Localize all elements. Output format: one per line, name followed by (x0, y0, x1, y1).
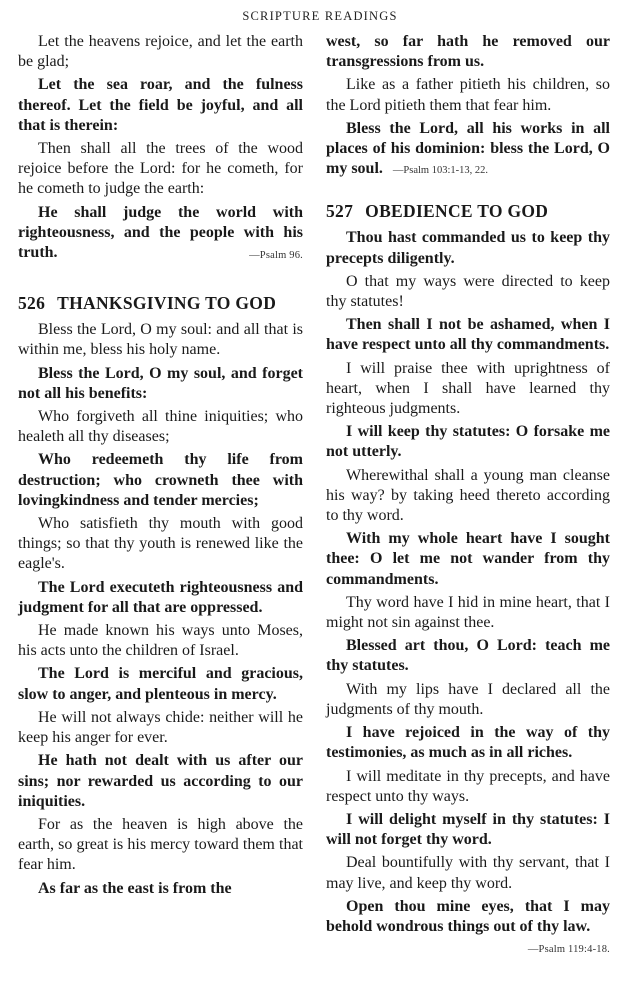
section-title: THANKSGIVING TO GOD (57, 293, 277, 314)
verse-text: Open thou mine eyes, that I may behold wondrous things out of thy law. (326, 897, 610, 935)
verse: The Lord executeth righteousness and judgment for all that are oppressed. (18, 578, 303, 616)
verse-text: He shall judge the world with righteousness, and the people with his truth. (18, 203, 303, 262)
verse: Bless the Lord, O my soul: and all that is within me, bless his holy name. (18, 321, 303, 359)
verse: He made known his ways unto Moses, his acts unto the children of Israel. (18, 622, 303, 660)
verse-with-citation (18, 203, 303, 264)
verse: Who satisfieth thy mouth with good things; so that thy youth is renewed like the eagle's. (18, 515, 303, 573)
verse: Like as a father pitieth his children, so the Lord pitieth them that fear him. (326, 76, 610, 114)
right-column (326, 32, 610, 960)
verse: O that my ways were directed to keep thy statutes! (326, 272, 610, 311)
verse: He hath not dealt with us after our sins; nor rewarded us according to our iniquities. (18, 752, 303, 810)
verse-text: Bless the Lord, all his works in all places of his dominion: bless the Lord, O my soul. (326, 119, 610, 178)
verse: As far as the east is from the (38, 879, 232, 897)
verse: Then shall all the trees of the wood rejoice before the Lord: for he cometh, for he cometh to judge the earth: (18, 140, 303, 198)
verse: With my lips have I declared all the judgments of thy mouth. (326, 680, 610, 718)
verse: I will meditate in thy precepts, and have respect unto thy ways. (326, 767, 610, 805)
citation-psalm-103: —Psalm 103:1-13, 22. (392, 165, 488, 177)
section-number: 527 (326, 201, 354, 222)
verse: Deal bountifully with thy servant, that I may live, and keep thy word. (326, 854, 610, 892)
verse: Let the sea roar, and the fulness thereof. Let the field be joyful, and all that is therein: (18, 76, 303, 134)
verse-continued: west, so far hath he removed our transgressions from us. (326, 33, 610, 71)
verse: I will praise thee with uprightness of heart, when I shall have learned thy righteous judgments. (326, 359, 610, 418)
verse: The Lord is merciful and gracious, slow to anger, and plenteous in mercy. (18, 665, 303, 703)
left-column (18, 32, 303, 902)
verse: Bless the Lord, O my soul, and forget not all his benefits: (18, 364, 303, 402)
verse: With my whole heart have I sought thee: O let me not wander from thy commandments. (326, 530, 610, 588)
citation-psalm-96: —Psalm 96. (249, 250, 303, 262)
section-title: OBEDIENCE TO GOD (365, 201, 549, 222)
verse: Thy word have I hid in mine heart, that I might not sin against thee. (326, 593, 610, 632)
verse: Thou hast commanded us to keep thy precepts diligently. (326, 229, 610, 267)
section-number: 526 (18, 293, 46, 314)
verse: For as the heaven is high above the earth, so great is his mercy toward them that fear him. (18, 815, 303, 874)
verse: Wherewithal shall a young man cleanse his way? by taking heed thereto according to thy word. (326, 466, 610, 525)
verse: Then shall I not be ashamed, when I have respect unto all thy commandments. (326, 316, 610, 354)
section-526-heading (18, 292, 303, 314)
section-527-heading (326, 200, 610, 222)
verse-with-citation (326, 119, 610, 182)
verse: Let the heavens rejoice, and let the earth be glad; (18, 33, 303, 71)
verse: I have rejoiced in the way of thy testimonies, as much as in all riches. (326, 724, 610, 762)
verse: I will keep thy statutes: O forsake me not utterly. (326, 423, 610, 461)
verse: Who redeemeth thy life from destruction; who crowneth thee with lovingkindness and tender mercies; (18, 451, 303, 509)
citation-psalm-119: —Psalm 119:4-18. (527, 944, 610, 956)
page-header: SCRIPTURE READINGS (242, 9, 398, 23)
verse: Who forgiveth all thine iniquities; who healeth all thy diseases; (18, 408, 303, 446)
verse: He will not always chide: neither will he keep his anger for ever. (18, 708, 303, 747)
verse: Blessed art thou, O Lord: teach me thy statutes. (326, 637, 610, 675)
verse-with-citation (326, 897, 610, 956)
verse: I will delight myself in thy statutes: I will not forget thy word. (326, 810, 610, 849)
